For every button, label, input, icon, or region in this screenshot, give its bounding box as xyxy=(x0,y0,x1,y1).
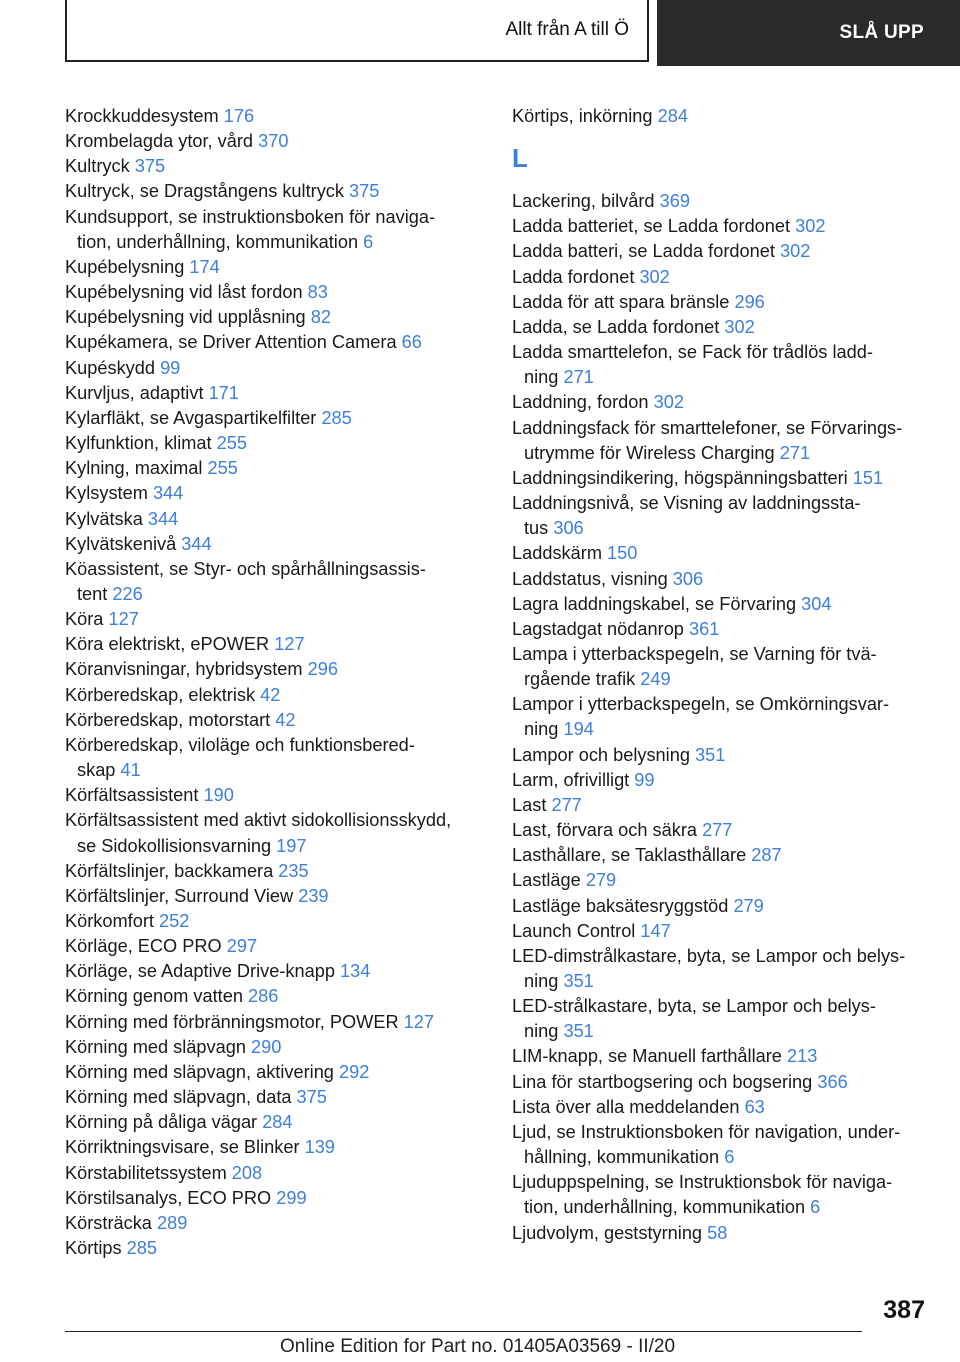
index-entry-text: Kultryck xyxy=(65,156,130,177)
index-entry xyxy=(512,617,932,642)
page-link[interactable]: 239 xyxy=(298,885,329,906)
index-entry-text: Körfältslinjer, Surround View xyxy=(65,885,294,906)
index-entry-text: Lastläge baksätesryggstöd xyxy=(512,895,729,916)
index-entry-text: Köassistent, se Styr- och spårhållningsassis- xyxy=(65,558,426,579)
index-entry xyxy=(512,491,932,541)
index-entry-text: Kurvljus, adaptivt xyxy=(65,382,204,403)
index-entry-text: ning xyxy=(524,719,559,740)
page-number: 387 xyxy=(883,1296,925,1324)
index-entry-text: Körning på dåliga vägar xyxy=(65,1112,258,1133)
index-entry-text: Kylvätskenivå xyxy=(65,533,177,554)
page-link[interactable]: 344 xyxy=(181,533,212,554)
index-entry-text: Ladda, se Ladda fordonet xyxy=(512,316,720,337)
index-entry xyxy=(65,683,475,708)
index-entry-text: Körriktningsvisare, se Blinker xyxy=(65,1137,300,1158)
page-link[interactable]: 134 xyxy=(340,961,371,982)
index-entry xyxy=(512,239,932,264)
page-link[interactable]: 194 xyxy=(563,719,594,740)
footer-edition: Online Edition for Part no. 01405A03569 - II/20 xyxy=(280,1336,676,1357)
page-link[interactable]: 296 xyxy=(734,291,765,312)
page-link[interactable]: 42 xyxy=(260,684,281,705)
footer-divider xyxy=(65,1331,862,1332)
index-entry-text: Lampor i ytterbackspegeln, se Omkörningsvar- xyxy=(512,694,890,715)
index-entry-text: Körberedskap, viloläge och funktionsbered- xyxy=(65,734,415,755)
page-link[interactable]: 213 xyxy=(786,1046,818,1067)
index-entry-text: LIM-knapp, se Manuell farthållare xyxy=(512,1046,782,1067)
page-link[interactable]: 302 xyxy=(724,316,755,337)
index-entry xyxy=(512,1070,932,1095)
page-link[interactable]: 252 xyxy=(159,911,190,931)
index-entry xyxy=(512,1170,932,1220)
page-link[interactable]: 151 xyxy=(852,467,884,488)
index-entry-text: Laddningsindikering, högspänningsbatteri xyxy=(512,467,848,488)
page-link[interactable]: 6 xyxy=(810,1197,821,1218)
index-entry xyxy=(512,1044,932,1069)
index-entry xyxy=(65,1085,475,1110)
index-entry-text: Ljudvolym, geststyrning xyxy=(512,1222,703,1243)
index-entry xyxy=(65,507,475,532)
index-entry-text: Körning med släpvagn, data xyxy=(65,1087,292,1108)
page-link[interactable]: 351 xyxy=(563,1021,594,1042)
index-entry-text: ning xyxy=(524,971,559,991)
index-entry-text: Körsträcka xyxy=(65,1212,152,1233)
page-link[interactable]: 296 xyxy=(307,659,338,680)
lookup-button[interactable] xyxy=(657,0,960,66)
index-entry xyxy=(65,657,475,682)
page-link[interactable]: 375 xyxy=(349,181,380,202)
index-entry-text: ning xyxy=(524,367,559,388)
index-entry-text: Körning med släpvagn xyxy=(65,1036,246,1057)
index-column-right xyxy=(512,104,932,1246)
index-entry-text: rgående trafik xyxy=(524,669,636,690)
page-link[interactable]: 208 xyxy=(231,1162,263,1183)
index-entry xyxy=(512,265,932,290)
index-entry-text: Lastläge xyxy=(512,870,581,891)
index-entry-text: Körtips xyxy=(65,1238,122,1259)
index-entry-text: hållning, kommunikation xyxy=(524,1147,720,1168)
page-link[interactable]: 41 xyxy=(120,760,141,781)
page-link[interactable]: 286 xyxy=(248,986,279,1007)
index-entry-text: Ladda för att spara bränsle xyxy=(512,291,730,312)
index-entry xyxy=(512,919,932,944)
page-link[interactable]: 171 xyxy=(208,382,239,403)
page-link[interactable]: 297 xyxy=(226,936,258,957)
index-entry-text: Kupéskydd xyxy=(65,357,155,378)
index-entry-text: Kupébelysning vid upplåsning xyxy=(65,307,306,328)
page-link[interactable]: 6 xyxy=(363,231,374,252)
index-entry xyxy=(65,104,475,129)
page-link[interactable]: 174 xyxy=(189,256,220,277)
index-entry-text: Körstilsanalys, ECO PRO xyxy=(65,1187,272,1208)
index-entry xyxy=(65,1186,475,1211)
page-link[interactable]: 277 xyxy=(551,794,582,815)
index-entry xyxy=(65,909,475,934)
page-link[interactable]: 6 xyxy=(724,1147,735,1168)
index-entry-text: Kultryck, se Dragstångens kultryck xyxy=(65,181,344,202)
index-entry-text: Laddskärm xyxy=(512,543,602,564)
page-link[interactable]: 284 xyxy=(262,1112,293,1133)
index-entry xyxy=(512,315,932,340)
index-entry-text: Kupébelysning xyxy=(65,256,185,277)
page-link[interactable]: 226 xyxy=(112,583,143,604)
page-link[interactable]: 279 xyxy=(733,895,764,916)
index-entry-text: Laddningsnivå, se Visning av laddningssta- xyxy=(512,493,861,514)
index-entry xyxy=(65,481,475,506)
page-link[interactable]: 306 xyxy=(672,568,704,589)
index-entry-text: Laddstatus, visning xyxy=(512,568,668,589)
index-entry xyxy=(65,154,475,179)
page-link[interactable]: 271 xyxy=(779,442,811,463)
index-entry xyxy=(65,1236,475,1261)
index-entry xyxy=(512,1120,932,1170)
index-entry-text: skap xyxy=(77,760,116,781)
index-entry-text: Laddning, fordon xyxy=(512,392,649,413)
index-entry-text: Körstabilitetssystem xyxy=(65,1162,227,1183)
index-entry-text: Körning med släpvagn, aktivering xyxy=(65,1061,334,1082)
index-entry-text: tion, underhållning, kommunikation xyxy=(524,1197,806,1218)
index-entry-text: Kylning, maximal xyxy=(65,458,203,479)
page-link[interactable]: 302 xyxy=(653,392,684,413)
index-entry-text: Lackering, bilvård xyxy=(512,191,655,212)
index-entry-text: Körkomfort xyxy=(65,911,154,931)
index-entry-text: Laddningsfack för smarttelefoner, se Förvarings- xyxy=(512,417,903,438)
index-entry xyxy=(65,330,475,355)
page-link[interactable]: 127 xyxy=(108,609,139,630)
index-entry-text: Ljuduppspelning, se Instruktionsbok för naviga- xyxy=(512,1172,893,1193)
page-link[interactable]: 83 xyxy=(307,282,328,303)
index-entry-text: Kylarfläkt, se Avgaspartikelfilter xyxy=(65,407,317,428)
index-entry xyxy=(512,466,932,491)
index-entry xyxy=(65,129,475,154)
page-link[interactable]: 304 xyxy=(801,593,832,614)
index-entry-text: Krockkuddesystem xyxy=(65,106,219,126)
page-link[interactable]: 139 xyxy=(304,1137,335,1158)
index-entry xyxy=(512,793,932,818)
index-entry-text: Kupébelysning vid låst fordon xyxy=(65,282,303,303)
index-entry-text: Ladda fordonet xyxy=(512,266,635,287)
page-link[interactable]: 370 xyxy=(258,131,289,152)
index-entry xyxy=(65,431,475,456)
index-entry-text: Lampor och belysning xyxy=(512,744,690,765)
page-link[interactable]: 279 xyxy=(585,870,617,891)
page-link[interactable]: 58 xyxy=(707,1222,728,1243)
index-entry xyxy=(65,959,475,984)
index-entry-text: Körtips, inkörning xyxy=(512,106,653,126)
page-link[interactable]: 351 xyxy=(695,744,726,765)
index-entry xyxy=(512,818,932,843)
page-link[interactable]: 82 xyxy=(310,307,331,328)
index-entry-text: Lina för startbogsering och bogsering xyxy=(512,1071,813,1092)
index-entry xyxy=(65,557,475,607)
page-link[interactable]: 302 xyxy=(779,241,811,262)
page-link[interactable]: 42 xyxy=(275,709,296,730)
index-entry-text: se Sidokollisionsvarning xyxy=(77,835,272,856)
index-entry xyxy=(512,104,932,129)
index-entry-text: Körberedskap, motorstart xyxy=(65,709,271,730)
index-entry-text: Körning genom vatten xyxy=(65,986,243,1007)
index-entry-text: LED-dimstrålkastare, byta, se Lampor och belys- xyxy=(512,945,906,966)
index-entry-text: Kundsupport, se instruktionsboken för naviga- xyxy=(65,206,436,227)
index-entry-text: utrymme för Wireless Charging xyxy=(524,442,775,463)
index-entry-text: Körfältsassistent xyxy=(65,785,199,806)
index-entry xyxy=(65,1060,475,1085)
index-entry-text: Köranvisningar, hybridsystem xyxy=(65,659,303,680)
index-entry-text: Lagstadgat nödanrop xyxy=(512,618,684,639)
page-link[interactable]: 277 xyxy=(702,820,733,841)
page-link[interactable]: 302 xyxy=(795,216,826,237)
index-entry xyxy=(65,532,475,557)
index-entry xyxy=(65,1110,475,1135)
page-link[interactable]: 375 xyxy=(134,156,166,177)
index-entry-text: LED-strålkastare, byta, se Lampor och belys- xyxy=(512,996,876,1017)
index-entry xyxy=(512,868,932,893)
lookup-button-label: SLÅ UPP xyxy=(839,22,924,43)
index-entry-text: Krombelagda ytor, vård xyxy=(65,131,254,152)
index-entry-text: Kylvätska xyxy=(65,508,143,529)
page-link[interactable]: 302 xyxy=(639,266,670,287)
index-entry-text: Launch Control xyxy=(512,920,636,941)
index-entry xyxy=(65,305,475,330)
page-link[interactable]: 99 xyxy=(634,769,655,790)
page-link[interactable]: 127 xyxy=(274,634,305,655)
page-link[interactable]: 99 xyxy=(160,357,181,378)
index-entry-text: Köra elektriskt, ePOWER xyxy=(65,634,270,655)
index-entry xyxy=(512,214,932,239)
index-entry xyxy=(65,859,475,884)
index-entry-text: Ladda batteri, se Ladda fordonet xyxy=(512,241,775,262)
page-link[interactable]: 176 xyxy=(223,106,255,126)
index-entry xyxy=(512,592,932,617)
index-entry-text: Körning med förbränningsmotor, POWER xyxy=(65,1011,399,1032)
index-entry xyxy=(512,843,932,868)
index-entry xyxy=(65,205,475,255)
page-link[interactable]: 292 xyxy=(339,1061,370,1082)
page-link[interactable]: 289 xyxy=(157,1212,188,1233)
page-link[interactable]: 369 xyxy=(659,191,690,212)
index-entry-text: Körberedskap, elektrisk xyxy=(65,684,256,705)
index-entry-text: ning xyxy=(524,1021,559,1042)
index-entry xyxy=(65,808,475,858)
page-link[interactable]: 287 xyxy=(751,845,782,866)
index-entry xyxy=(65,632,475,657)
index-entry xyxy=(65,984,475,1009)
index-entry-text: Ladda batteriet, se Ladda fordonet xyxy=(512,216,791,237)
page-link[interactable]: 150 xyxy=(607,543,638,564)
index-entry-text: Last, förvara och säkra xyxy=(512,820,697,841)
index-entry-text: Körfältslinjer, backkamera xyxy=(65,860,274,881)
page-link[interactable]: 127 xyxy=(403,1011,435,1032)
index-entry-text: Last xyxy=(512,794,547,815)
page-link[interactable]: 235 xyxy=(278,860,309,881)
index-entry xyxy=(512,390,932,415)
index-entry xyxy=(65,255,475,280)
index-entry xyxy=(512,416,932,466)
index-entry xyxy=(512,642,932,692)
index-entry-text: tent xyxy=(77,583,108,604)
index-entry xyxy=(512,1095,932,1120)
index-entry xyxy=(512,692,932,742)
index-entry xyxy=(65,456,475,481)
page-link[interactable]: 271 xyxy=(563,367,594,388)
index-entry-text: Kylsystem xyxy=(65,483,148,504)
index-entry xyxy=(65,1035,475,1060)
page-link[interactable]: 344 xyxy=(147,508,179,529)
index-entry xyxy=(512,944,932,994)
index-entry-text: Lista över alla meddelanden xyxy=(512,1096,740,1117)
page-link[interactable]: 285 xyxy=(126,1238,158,1259)
page-link[interactable]: 190 xyxy=(203,785,234,806)
index-entry xyxy=(512,994,932,1044)
index-entry xyxy=(65,280,475,305)
index-entry-text: tus xyxy=(524,518,549,539)
index-entry-text: Kupékamera, se Driver Attention Camera xyxy=(65,332,397,353)
index-entry xyxy=(65,356,475,381)
index-entry xyxy=(512,567,932,592)
index-entry xyxy=(65,381,475,406)
page-link[interactable]: 306 xyxy=(553,518,584,539)
index-entry-text: Körläge, ECO PRO xyxy=(65,936,222,957)
index-entry xyxy=(65,783,475,808)
index-entry xyxy=(512,768,932,793)
index-entry xyxy=(512,541,932,566)
index-entry xyxy=(65,1010,475,1035)
index-entry xyxy=(512,290,932,315)
page-link[interactable]: 375 xyxy=(296,1087,327,1108)
index-entry xyxy=(65,179,475,204)
index-tab[interactable] xyxy=(65,0,649,62)
index-tab-label: Allt från A till Ö xyxy=(505,19,629,40)
index-entry-text: Lasthållare, se Taklasthållare xyxy=(512,845,747,866)
page-link[interactable]: 197 xyxy=(276,835,307,856)
page-link[interactable]: 63 xyxy=(744,1096,765,1117)
index-entry xyxy=(512,340,932,390)
index-entry xyxy=(65,1135,475,1160)
index-entry-text: Köra xyxy=(65,609,104,630)
page-link[interactable]: 255 xyxy=(216,433,247,454)
page-link[interactable]: 299 xyxy=(276,1187,307,1208)
index-entry xyxy=(512,189,932,214)
page-link[interactable]: 66 xyxy=(401,332,422,353)
index-entry xyxy=(65,708,475,733)
index-entry xyxy=(512,743,932,768)
page-link[interactable]: 249 xyxy=(640,669,671,690)
page-link[interactable]: 147 xyxy=(640,920,671,941)
index-entry xyxy=(65,934,475,959)
page-link[interactable]: 361 xyxy=(688,618,720,639)
index-entry xyxy=(512,1221,932,1246)
page-link[interactable]: 366 xyxy=(817,1071,848,1092)
page-link[interactable]: 344 xyxy=(152,483,184,504)
page-link[interactable]: 284 xyxy=(657,106,688,126)
index-entry-text: Körfältsassistent med aktivt sidokollisionsskydd, xyxy=(65,810,452,831)
index-entry-text: Lampa i ytterbackspegeln, se Varning för tvä- xyxy=(512,643,877,664)
index-entry-text: tion, underhållning, kommunikation xyxy=(77,231,359,252)
index-entry xyxy=(65,607,475,632)
index-entry-text: Körläge, se Adaptive Drive-knapp xyxy=(65,961,335,982)
index-entry-text: Larm, ofrivilligt xyxy=(512,769,630,790)
index-entry-text: Ljud, se Instruktionsboken för navigation, under- xyxy=(512,1121,901,1142)
index-entry-text: Kylfunktion, klimat xyxy=(65,433,212,454)
index-column-left xyxy=(65,104,475,1261)
index-entry xyxy=(65,1161,475,1186)
section-letter: L xyxy=(512,143,528,174)
index-entry-text: Ladda smarttelefon, se Fack för trådlös ladd- xyxy=(512,342,873,363)
index-entry-text: Lagra laddningskabel, se Förvaring xyxy=(512,593,797,614)
index-entry xyxy=(65,884,475,909)
page-link[interactable]: 351 xyxy=(563,971,594,991)
index-entry xyxy=(65,733,475,783)
page-link[interactable]: 285 xyxy=(321,407,352,428)
index-entry xyxy=(65,406,475,431)
page-link[interactable]: 290 xyxy=(251,1036,282,1057)
index-entry xyxy=(512,894,932,919)
index-entry xyxy=(65,1211,475,1236)
page-link[interactable]: 255 xyxy=(207,458,238,479)
